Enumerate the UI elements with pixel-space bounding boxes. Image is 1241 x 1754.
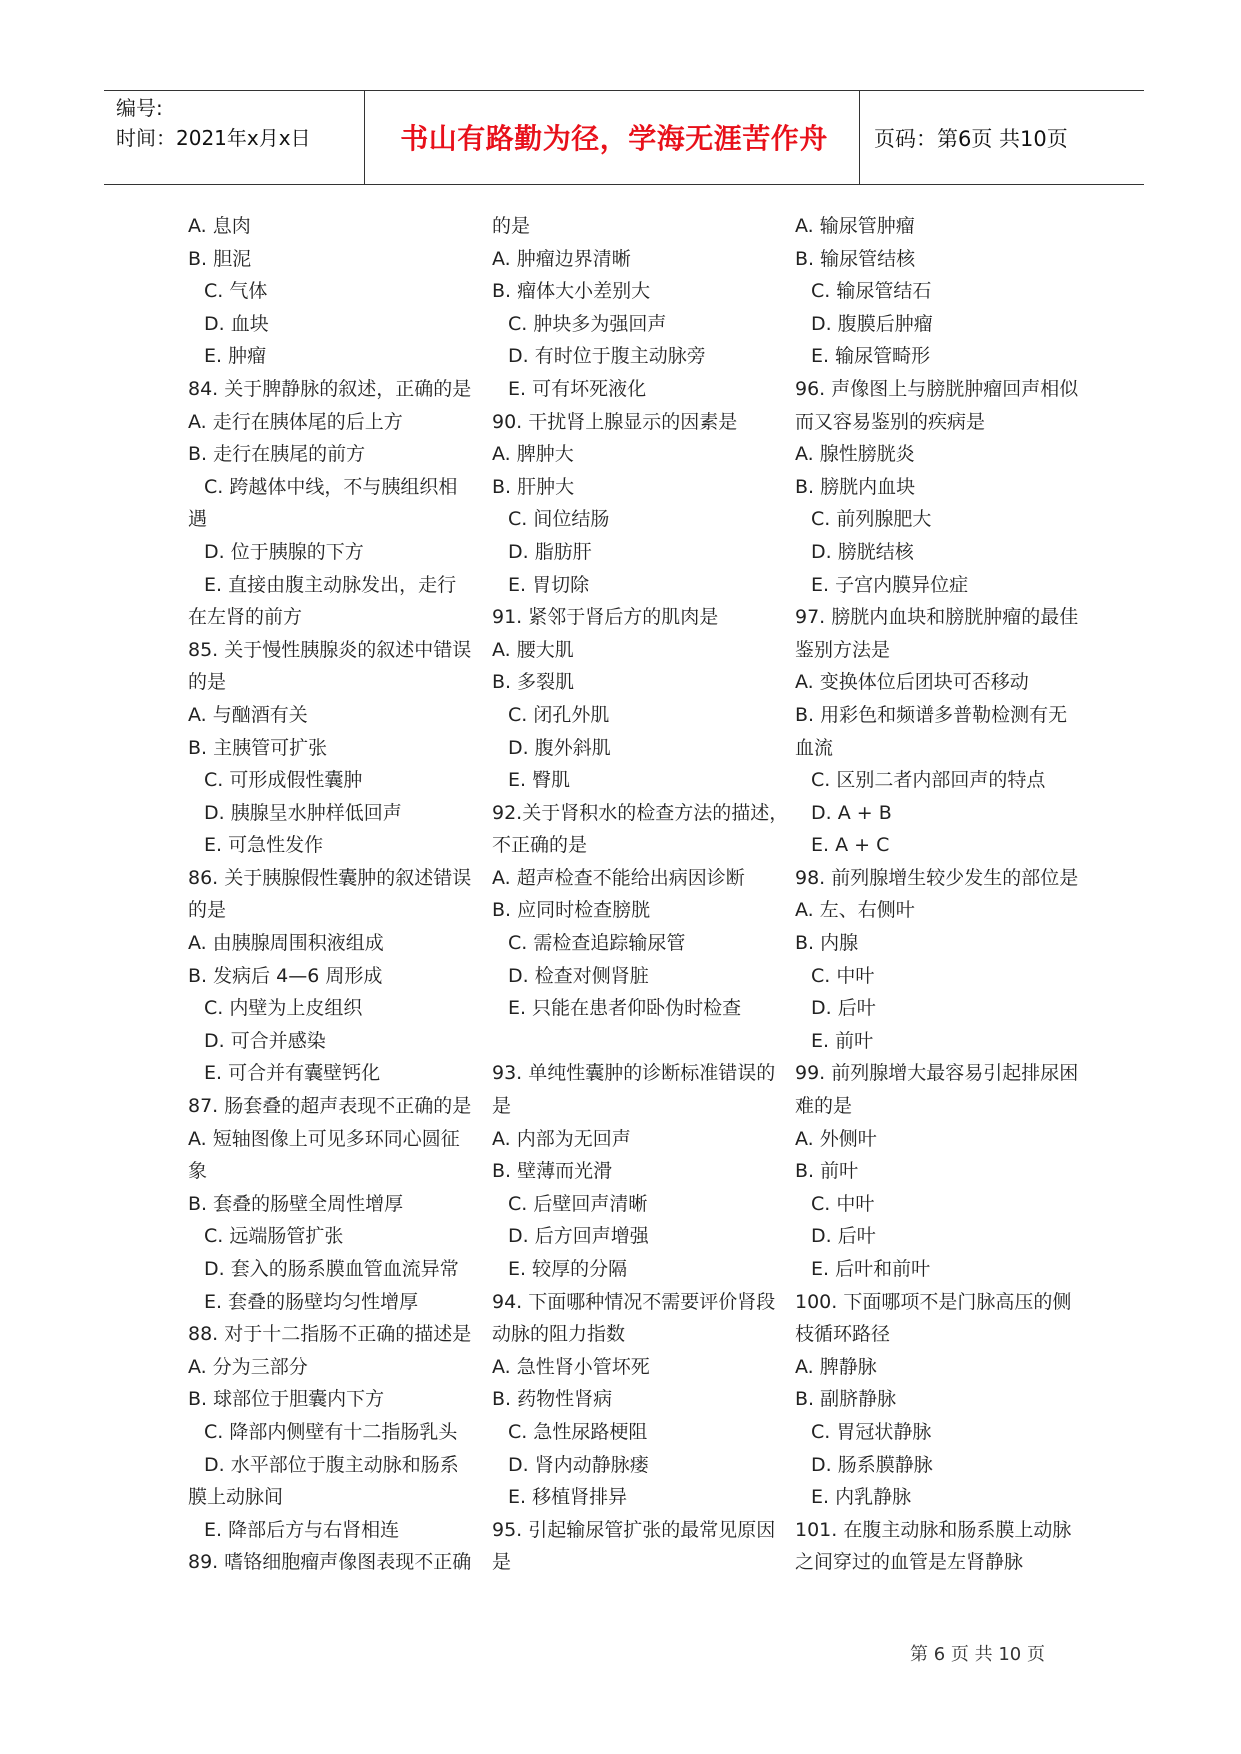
text-line: 99. 前列腺增大最容易引起排尿困 xyxy=(795,1062,1079,1085)
text-line: 鉴别方法是 xyxy=(795,638,891,661)
text-line: A. 内部为无回声 xyxy=(492,1127,631,1150)
text-line: E. 较厚的分隔 xyxy=(508,1258,628,1280)
text-line: A. 息肉 xyxy=(188,215,251,237)
text-line: A. 左、右侧叶 xyxy=(795,899,915,922)
text-line: E. 前叶 xyxy=(811,1029,874,1052)
question-column-3 xyxy=(795,210,1085,1579)
text-line: D. 胰腺呈水肿样低回声 xyxy=(204,801,402,824)
text-line: B. 内腺 xyxy=(795,932,859,955)
text-line: D. 套入的肠系膜血管血流异常 xyxy=(204,1258,459,1280)
text-line: E. 只能在患者仰卧伪时检查 xyxy=(508,997,742,1020)
text-line: A. 腰大肌 xyxy=(492,638,574,661)
text-line: 98. 前列腺增生较少发生的部位是 xyxy=(795,866,1079,889)
text-line: 血流 xyxy=(795,736,834,759)
text-line: C. 后壁回声清晰 xyxy=(508,1192,648,1215)
text-line: 动脉的阻力指数 xyxy=(492,1323,626,1346)
text-line: E. 肿瘤 xyxy=(204,345,267,368)
text-line: D. 后方回声增强 xyxy=(508,1225,649,1248)
text-line: E. 臀肌 xyxy=(508,769,571,792)
text-line: 的是 xyxy=(188,899,227,922)
text-line: C. 降部内侧壁有十二指肠乳头 xyxy=(204,1420,458,1443)
serial-label: 编号: xyxy=(116,96,163,120)
text-line: D. 位于胰腺的下方 xyxy=(204,540,364,563)
text-line: C. 肿块多为强回声 xyxy=(508,312,667,335)
text-line: D. 肾内动静脉瘘 xyxy=(508,1453,649,1476)
text-line: B. 药物性肾病 xyxy=(492,1388,613,1411)
text-line: C. 内壁为上皮组织 xyxy=(204,997,363,1020)
text-line: 不正确的是 xyxy=(492,834,588,857)
text-line: B. 副脐静脉 xyxy=(795,1388,897,1411)
text-line: 是 xyxy=(492,1551,512,1574)
text-line: B. 前叶 xyxy=(795,1160,859,1183)
header-meta xyxy=(116,93,311,153)
text-line: B. 球部位于胆囊内下方 xyxy=(188,1388,385,1411)
text-line: C. 可形成假性囊肿 xyxy=(204,769,363,792)
text-line: A. 变换体位后团块可否移动 xyxy=(795,671,1029,694)
text-line: B. 应同时检查膀胱 xyxy=(492,899,651,922)
text-line: E. 输尿管畸形 xyxy=(811,345,931,368)
text-line: 92.关于肾积水的检查方法的描述， xyxy=(492,801,789,824)
text-line: 97. 膀胱内血块和膀胱肿瘤的最佳 xyxy=(795,606,1079,629)
text-line: A. 短轴图像上可见多环同心圆征 xyxy=(188,1127,460,1150)
text-line: C. 需检查追踪输尿管 xyxy=(508,932,686,955)
text-line: E. 可有坏死液化 xyxy=(508,377,647,400)
text-line: B. 套叠的肠壁全周性增厚 xyxy=(188,1192,404,1215)
text-line: 象 xyxy=(188,1160,208,1183)
text-line: D. 有时位于腹主动脉旁 xyxy=(508,345,706,368)
text-line: D. 可合并感染 xyxy=(204,1029,326,1052)
text-line: A. 脾肿大 xyxy=(492,443,574,466)
text-line: D. 腹膜后肿瘤 xyxy=(811,312,933,335)
text-line: B. 瘤体大小差别大 xyxy=(492,280,651,303)
text-line: A. 超声检查不能给出病因诊断 xyxy=(492,866,745,889)
text-line: E. 套叠的肠壁均匀性增厚 xyxy=(204,1290,419,1313)
text-line: A. 走行在胰体尾的后上方 xyxy=(188,410,403,433)
text-line: D. 血块 xyxy=(204,312,269,335)
text-line: 之间穿过的血管是左肾静脉 xyxy=(795,1551,1024,1574)
text-line: E. 移植肾排异 xyxy=(508,1486,628,1509)
text-line: 93. 单纯性囊肿的诊断标准错误的 xyxy=(492,1062,776,1085)
text-line: A. 输尿管肿瘤 xyxy=(795,215,915,237)
text-line: D. 后叶 xyxy=(811,997,876,1020)
text-line: 84. 关于脾静脉的叙述，正确的是 xyxy=(188,377,472,400)
text-line: C. 闭孔外肌 xyxy=(508,703,610,726)
question-column-1 xyxy=(188,210,478,1579)
text-line: B. 主胰管可扩张 xyxy=(188,736,328,759)
text-line: 88. 对于十二指肠不正确的描述是 xyxy=(188,1323,472,1346)
text-line: C. 气体 xyxy=(204,280,268,303)
text-line: 95. 引起输尿管扩张的最常见原因 xyxy=(492,1518,776,1541)
text-line: A. 肿瘤边界清晰 xyxy=(492,247,631,270)
header-divider-left xyxy=(364,91,365,184)
text-line: 86. 关于胰腺假性囊肿的叙述错误 xyxy=(188,866,472,889)
page-header xyxy=(104,90,1144,185)
text-line: 96. 声像图上与膀胱肿瘤回声相似 xyxy=(795,377,1079,400)
text-line: 90. 干扰肾上腺显示的因素是 xyxy=(492,410,738,433)
text-line: E. 直接由腹主动脉发出，走行 xyxy=(204,573,457,596)
text-line: C. 胃冠状静脉 xyxy=(811,1420,932,1443)
time-label: 时间：2021年x月x日 xyxy=(116,126,311,150)
header-page-number: 页码：第6页 共10页 xyxy=(874,127,1068,151)
text-line: D. 脂肪肝 xyxy=(508,540,592,563)
text-line: C. 跨越体中线，不与胰组织相 xyxy=(204,475,458,498)
text-line: A. 外侧叶 xyxy=(795,1127,877,1150)
text-line: D. A + B xyxy=(811,801,892,824)
text-line: A. 腺性膀胱炎 xyxy=(795,443,915,466)
text-line: C. 远端肠管扩张 xyxy=(204,1225,344,1248)
text-line: 101. 在腹主动脉和肠系膜上动脉 xyxy=(795,1518,1072,1541)
text-line: B. 肝肿大 xyxy=(492,475,575,498)
header-motto: 书山有路勤为径，学海无涯苦作舟 xyxy=(400,122,828,155)
header-divider-right xyxy=(859,91,860,184)
text-line: A. 脾静脉 xyxy=(795,1355,877,1378)
text-line: 的是 xyxy=(492,215,531,237)
text-line: E. 胃切除 xyxy=(508,573,590,596)
text-line: E. 降部后方与右肾相连 xyxy=(204,1518,400,1541)
text-line: C. 急性尿路梗阻 xyxy=(508,1420,648,1443)
text-line: 遇 xyxy=(188,508,208,531)
page-footer: 第 6 页 共 10 页 xyxy=(910,1644,1045,1665)
text-line: A. 与酗酒有关 xyxy=(188,703,308,726)
text-line: E. 可急性发作 xyxy=(204,834,324,857)
text-line: 94. 下面哪种情况不需要评价肾段 xyxy=(492,1290,776,1313)
text-line: E. 内乳静脉 xyxy=(811,1486,912,1509)
text-line: 100. 下面哪项不是门脉高压的侧 xyxy=(795,1290,1072,1313)
text-line: A. 由胰腺周围积液组成 xyxy=(188,932,384,955)
text-line xyxy=(492,1025,782,1058)
text-line: C. 前列腺肥大 xyxy=(811,508,932,531)
text-line: A. 分为三部分 xyxy=(188,1355,308,1378)
text-line: 膜上动脉间 xyxy=(188,1486,284,1509)
text-line: 91. 紧邻于肾后方的肌肉是 xyxy=(492,606,719,629)
text-line: D. 膀胱结核 xyxy=(811,540,914,563)
text-line: 是 xyxy=(492,1095,512,1118)
text-line: 在左肾的前方 xyxy=(188,606,303,629)
text-line: D. 腹外斜肌 xyxy=(508,736,611,759)
text-line: D. 肠系膜静脉 xyxy=(811,1453,933,1476)
text-line: C. 输尿管结石 xyxy=(811,280,932,303)
text-line: B. 胆泥 xyxy=(188,247,252,270)
text-line: E. 子宫内膜异位症 xyxy=(811,573,969,596)
text-line: B. 用彩色和频谱多普勒检测有无 xyxy=(795,703,1068,726)
text-line: C. 中叶 xyxy=(811,964,875,987)
text-line: E. 后叶和前叶 xyxy=(811,1258,931,1280)
text-line: 85. 关于慢性胰腺炎的叙述中错误 xyxy=(188,638,472,661)
text-line: B. 输尿管结核 xyxy=(795,247,916,270)
text-line: 枝循环路径 xyxy=(795,1323,891,1346)
text-line: D. 后叶 xyxy=(811,1225,876,1248)
text-line: E. A + C xyxy=(811,834,890,857)
text-line: C. 中叶 xyxy=(811,1192,875,1215)
text-line: 的是 xyxy=(188,671,227,694)
text-line: B. 壁薄而光滑 xyxy=(492,1160,613,1183)
text-line: B. 发病后 4—6 周形成 xyxy=(188,964,383,987)
text-line: D. 水平部位于腹主动脉和肠系 xyxy=(204,1453,459,1476)
text-line: D. 检查对侧肾脏 xyxy=(508,964,649,987)
text-line: B. 多裂肌 xyxy=(492,671,575,694)
text-line: E. 可合并有囊壁钙化 xyxy=(204,1062,381,1085)
text-line: 87. 肠套叠的超声表现不正确的是 xyxy=(188,1095,472,1118)
text-line: C. 区别二者内部回声的特点 xyxy=(811,769,1046,792)
text-line: B. 走行在胰尾的前方 xyxy=(188,443,366,466)
text-line: 而又容易鉴别的疾病是 xyxy=(795,410,986,433)
text-line: 难的是 xyxy=(795,1095,853,1118)
text-line: B. 膀胱内血块 xyxy=(795,475,916,498)
question-column-2 xyxy=(492,210,789,1579)
text-line: A. 急性肾小管坏死 xyxy=(492,1355,650,1378)
text-line: 89. 嗜铬细胞瘤声像图表现不正确 xyxy=(188,1551,472,1574)
text-line: C. 间位结肠 xyxy=(508,508,610,531)
